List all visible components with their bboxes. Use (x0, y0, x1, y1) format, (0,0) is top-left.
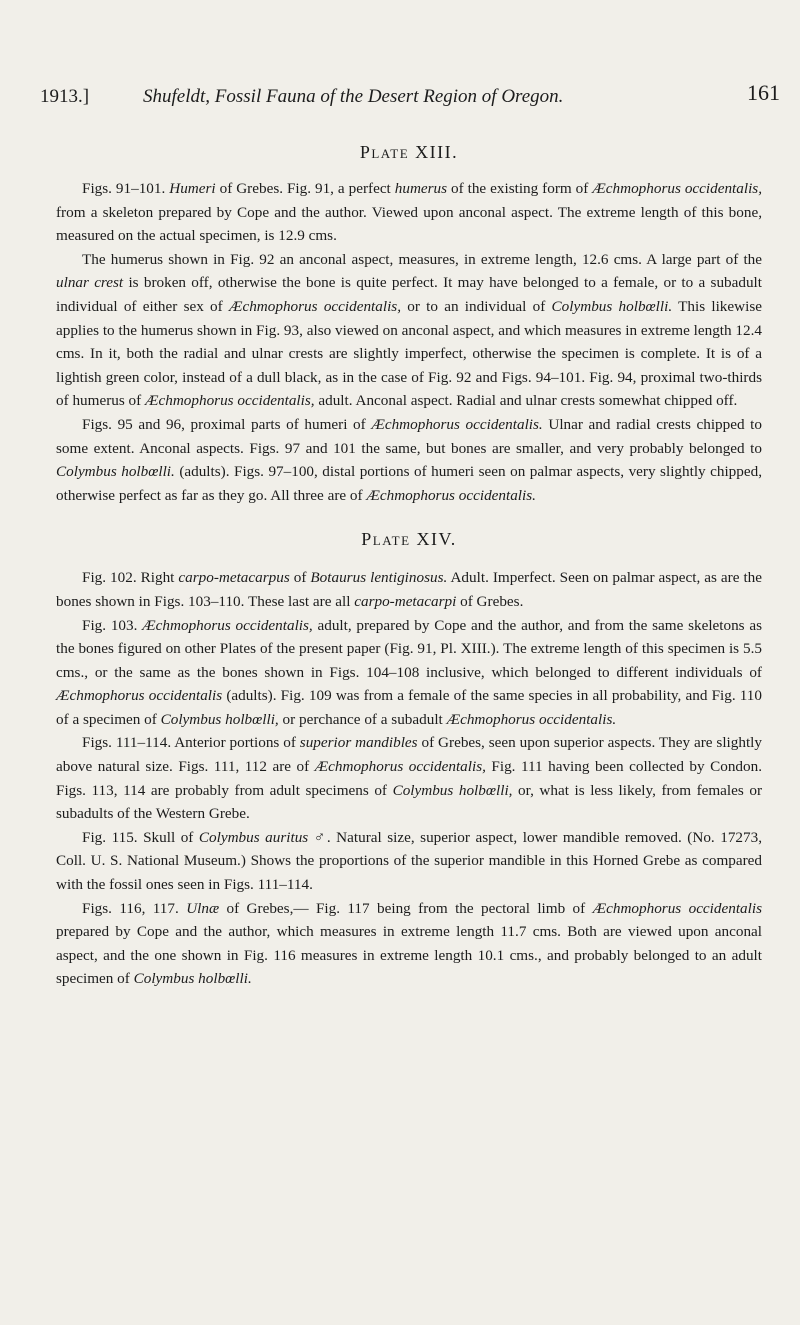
italic-run: Æchmophorus occidentalis, (228, 297, 401, 315)
text-run: The humerus shown in Fig. 92 an anconal aspect, measures, in extreme length, 12.6 cms. A large part of the (82, 250, 762, 268)
italic-run: superior mandibles (299, 734, 418, 752)
italic-run: Æchmophorus occidentalis, (142, 616, 313, 634)
italic-run: Colymbus holbœlli. (133, 970, 252, 988)
text-run: Figs. 116, 117. (82, 899, 187, 917)
italic-run: Colymbus auritus (198, 828, 309, 846)
text-run: of Grebes, seen upon superior aspects. They are slightly above natural size. Figs. 111, 112 are of (56, 734, 762, 776)
text-run: Fig. 102. Right (82, 569, 179, 587)
text-run: Figs. 91–101. (82, 180, 170, 197)
text-run: Fig. 111 having been collected by Condon. Figs. 113, 114 are probably from adult specimens of (56, 758, 763, 799)
page-number: 161 (747, 80, 780, 105)
italic-run: Æchmophorus occidentalis, (314, 758, 486, 776)
text-run: or, what is less likely, from females or subadults of the Western Grebe. (56, 781, 763, 823)
italic-run: Æchmophorus occidentalis (56, 687, 223, 705)
italic-run: humerus (394, 180, 448, 197)
plate-xiii-paragraph (56, 248, 762, 413)
text-run: Ulnar and radial crests chipped to some extent. Anconal aspects. Figs. 97 and 101 the same, but bones are smaller, and very probably belonged to (56, 415, 762, 457)
plate-xiv-title: Plate XIV. (361, 529, 457, 550)
article-body (56, 142, 762, 991)
italic-run: Æchmophorus occidentalis. (366, 486, 536, 504)
plate-xiii-paragraph (56, 177, 762, 248)
italic-run: Colymbus holbœlli, (160, 710, 279, 728)
plate-xiv-paragraph (56, 614, 762, 732)
italic-run: Æchmophorus occidentalis. (446, 710, 617, 728)
plate-xiv-paragraph (56, 826, 762, 897)
text-run: Figs. 111–114. Anterior portions of (82, 734, 300, 752)
header-year: 1913.] (40, 86, 90, 107)
plate-xiii-title: Plate XIII. (359, 142, 459, 162)
italic-run: Ulnæ (186, 899, 220, 917)
text-run: is broken off, otherwise the bone is quite perfect. It may have belonged to a female, or to a subadult individual of either sex of (56, 274, 762, 315)
italic-run: Æchmophorus occidentalis, (592, 180, 763, 197)
plate-xiv-text (56, 566, 762, 991)
italic-run: Æchmophorus occidentalis (592, 899, 762, 917)
italic-run: Æchmophorus occidentalis. (371, 415, 543, 433)
running-header (40, 80, 780, 110)
header-running-title: Shufeldt, Fossil Fauna of the Desert Region of Oregon. (143, 86, 564, 107)
italic-run: Colymbus holbœlli. (56, 463, 175, 481)
italic-run: Botaurus lentiginosus. (310, 569, 448, 587)
italic-run: ulnar crest (56, 274, 124, 292)
italic-run: Æchmophorus occidentalis, (145, 392, 315, 410)
plate-xiv-paragraph (56, 566, 762, 613)
plate-xiv-paragraph (56, 731, 762, 825)
text-run: of (289, 569, 311, 587)
text-run: of Grebes,— Fig. 117 being from the pectoral limb of (219, 899, 593, 917)
italic-run: Colymbus holbœlli. (551, 297, 673, 315)
text-run: (adults). Figs. 97–100, distal portions of humeri seen on palmar aspects, very slightly chipped, otherwise perfect as far as they go. All three are of (56, 463, 762, 504)
italic-run: carpo-metacarpus (178, 569, 290, 587)
text-run: ♂. Natural size, superior aspect, lower mandible removed. (No. 17273, Coll. U. S. National Museum.) Shows the proportions of the superior mandible in this Horned Grebe as compared with the fossil ones seen in Figs. 111–114. (56, 828, 763, 894)
text-run: from a skeleton prepared by Cope and the author. Viewed upon anconal aspect. The extreme length of this bone, measured on the actual specimen, is 12.9 cms. (56, 203, 762, 245)
italic-run: Humeri (169, 180, 216, 197)
plate-xiii-text (56, 177, 762, 507)
plate-xiv-paragraph (56, 897, 762, 991)
text-run: of Grebes. (456, 592, 524, 610)
text-run: Fig. 115. Skull of (82, 828, 199, 846)
text-run: prepared by Cope and the author, which measures in extreme length 11.7 cms. Both are viewed upon anconal aspect, and the one shown in Fig. 116 measures in extreme length 10.1 cms., and probably belonged to an adult specimen of (56, 923, 762, 988)
italic-run: carpo-metacarpi (354, 592, 457, 610)
text-run: adult. Anconal aspect. Radial and ulnar crests somewhat chipped off. (314, 392, 738, 410)
text-run: of Grebes. Fig. 91, a perfect (215, 180, 395, 197)
text-run: Figs. 95 and 96, proximal parts of humeri of (82, 415, 372, 433)
text-run: Fig. 103. (82, 616, 143, 634)
text-run: Adult. Imperfect. Seen on palmar aspect, as are the bones shown in Figs. 103–110. These last are all (56, 569, 763, 610)
text-run: (adults). Fig. 109 was from a female of the same species in all probability, and Fig. 110 of a specimen of (56, 687, 762, 728)
italic-run: Colymbus holbœlli, (392, 781, 513, 799)
text-run: of the existing form of (447, 180, 593, 197)
text-run: or to an individual of (401, 297, 552, 315)
text-run: This likewise applies to the humerus shown in Fig. 93, also viewed on anconal aspect, and which measures in extreme length 12.4 cms. In it, both the radial and ulnar crests are slightly imperfect, otherwise the specimen is complete. It is of a lightish green color, instead of a dull black, as in the case of Fig. 92 and Figs. 94–101. Fig. 94, proximal two-thirds of humerus of (56, 297, 762, 410)
text-run: or perchance of a subadult (278, 710, 447, 728)
text-run: adult, prepared by Cope and the author, and from the same skeletons as the bones figured on other Plates of the present paper (Fig. 91, Pl. XIII.). The extreme length of this specimen is 5.5 cms., or the same as the bones shown in Figs. 104–108 inclusive, which belonged to different individuals of (56, 616, 763, 681)
plate-xiii-paragraph (56, 413, 762, 507)
